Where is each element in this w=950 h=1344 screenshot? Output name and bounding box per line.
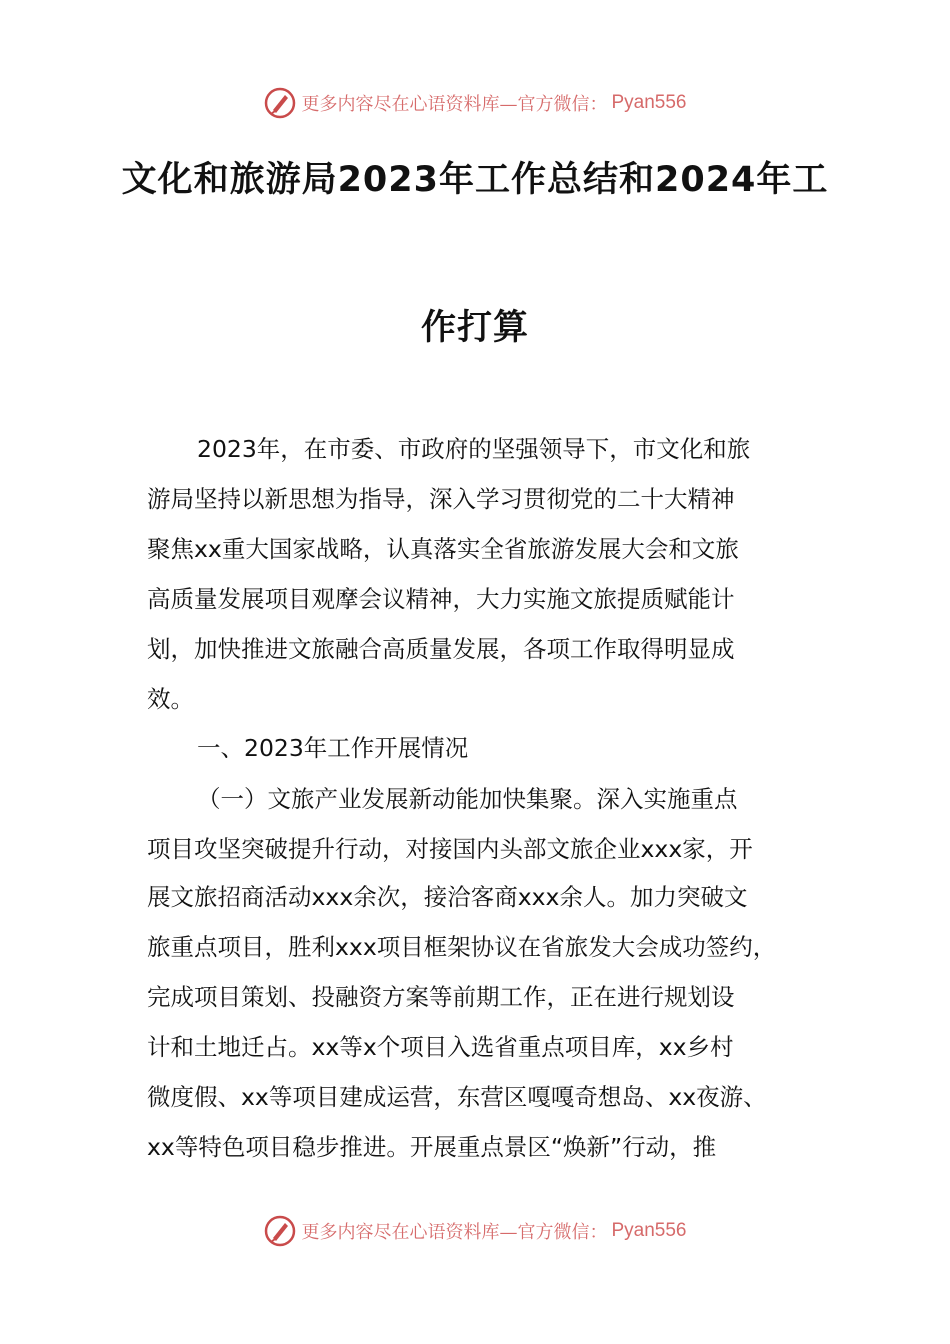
body-line: （一）文旅产业发展新动能加快集聚。深入实施重点 [197,785,738,813]
body-line: 聚焦xx重大国家战略，认真落实全省旅游发展大会和文旅 [147,535,739,563]
pen-logo-icon [263,1214,297,1248]
body-line: 项目攻坚突破提升行动，对接国内头部文旅企业xxx家，开 [147,835,753,863]
pen-logo-icon [263,86,297,120]
body-line: 高质量发展项目观摩会议精神，大力实施文旅提质赋能计 [147,585,735,613]
body-line: 旅重点项目，胜利xxx项目框架协议在省旅发大会成功签约， [147,933,777,961]
watermark-text: 更多内容尽在心语资料库—官方微信： [301,94,608,115]
body-line: 展文旅招商活动xxx余次，接洽客商xxx余人。加力突破文 [147,883,748,911]
body-line: 微度假、xx等项目建成运营，东营区嘎嘎奇想岛、xx夜游、 [147,1083,767,1111]
section-heading: 一、2023年工作开展情况 [197,734,469,762]
body-line: 游局坚持以新思想为指导，深入学习贯彻党的二十大精神 [147,485,735,513]
watermark-text: 更多内容尽在心语资料库—官方微信： [301,1222,608,1243]
body-line: xx等特色项目稳步推进。开展重点景区“焕新”行动，推 [147,1133,717,1161]
body-line: 2023年，在市委、市政府的坚强领导下，市文化和旅 [197,435,751,463]
body-line: 效。 [147,685,194,713]
body-line: 计和土地迁占。xx等x个项目入选省重点项目库，xx乡村 [147,1033,734,1061]
watermark-wechat: Pyan556 [611,92,687,113]
document-title-line-2: 作打算 [420,308,529,348]
header-watermark [0,86,950,120]
footer-watermark [0,1214,950,1248]
document-title-line-1: 文化和旅游局2023年工作总结和2024年工 [121,160,829,200]
body-line: 划，加快推进文旅融合高质量发展，各项工作取得明显成 [147,635,735,663]
watermark-wechat: Pyan556 [611,1220,687,1241]
body-line: 完成项目策划、投融资方案等前期工作，正在进行规划设 [147,983,735,1011]
